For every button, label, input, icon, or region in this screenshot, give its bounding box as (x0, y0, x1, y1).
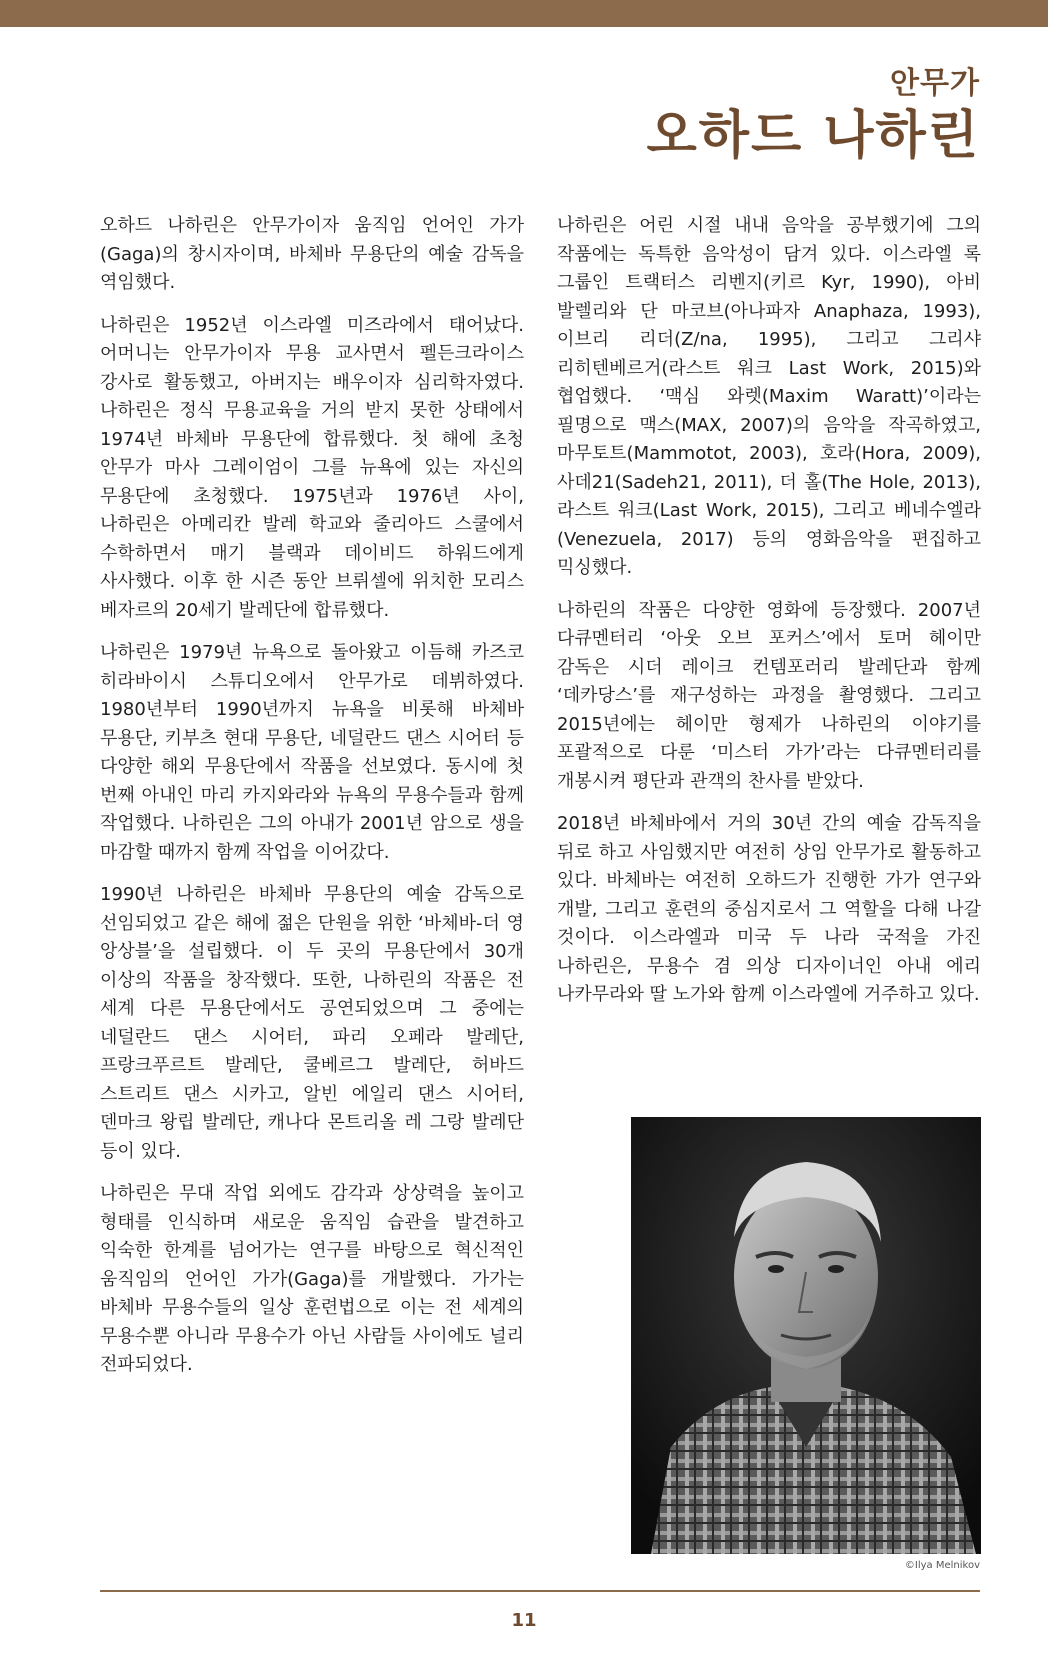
paragraph: 오하드 나하린은 안무가이자 움직임 언어인 가가(Gaga)의 창시자이며, 바체바 무용단의 예술 감독을 역임했다. (100, 215, 524, 293)
top-color-bar (0, 0, 1048, 27)
page-subtitle: 안무가 (890, 66, 980, 101)
footer-divider (100, 1590, 980, 1592)
left-text-column (100, 212, 524, 1394)
paragraph: 나하린은 1952년 이스라엘 미즈라에서 태어났다. 어머니는 안무가이자 무용 교사면서 펠든크라이스 강사로 활동했고, 아버지는 배우이자 심리학자였다. 나하린은 정식 무용교육을 거의 받지 못한 상태에서 1974년 바체바 무용단에 합류했다. 첫 해에 초청 안무가 마사 그레이엄이 그를 뉴욕에 있는 자신의 무용단에 초청했다. 1975년과 1976년 사이, 나하린은 아메리칸 발레 학교와 줄리아드 스쿨에서 수학하면서 매기 블랙과 데이비드 하워드에게 사사했다. 이후 한 시즌 동안 브뤼셀에 위치한 모리스 베자르의 20세기 발레단에 합류했다. (100, 314, 524, 621)
paragraph: 2018년 바체바에서 거의 30년 간의 예술 감독직을 뒤로 하고 사임했지만 여전히 상임 안무가로 활동하고 있다. 바체바는 여전히 오하드가 진행한 가가 연구와 개발, 그리고 훈련의 중심지로서 그 역할을 다해 나갈 것이다. 이스라엘과 미국 두 나라 국적을 가진 나하린은, 무용수 겸 의상 디자이너인 아내 에리 나카무라와 딸 노가와 함께 이스라엘에 거주하고 있다. (557, 813, 981, 1005)
photo-credit: ©Ilya Melnikov (904, 1560, 980, 1571)
page-title: 오하드 나하린 (646, 106, 980, 166)
paragraph: 나하린은 1979년 뉴욕으로 돌아왔고 이듬해 카즈코 히라바이시 스튜디오에서 안무가로 데뷔하였다. 1980년부터 1990년까지 뉴욕을 비롯해 바체바 무용단, 키부츠 현대 무용단, 네덜란드 댄스 시어터 등 다양한 해외 무용단에서 작품을 선보였다. 동시에 첫 번째 아내인 마리 카지와라와 뉴욕의 무용수들과 함께 작업했다. 나하린은 그의 아내가 2001년 암으로 생을 마감할 때까지 함께 작업을 이어갔다. (100, 642, 524, 863)
portrait-photo (631, 1117, 981, 1554)
paragraph: 1990년 나하린은 바체바 무용단의 예술 감독으로 선임되었고 같은 해에 젊은 단원을 위한 ‘바체바-더 영 앙상블’을 설립했다. 이 두 곳의 무용단에서 30개 이상의 작품을 창작했다. 또한, 나하린의 작품은 전 세계 다른 무용단에서도 공연되었으며 그 중에는 네덜란드 댄스 시어터, 파리 오페라 발레단, 프랑크푸르트 발레단, 쿨베르그 발레단, 허바드 스트리트 댄스 시카고, 알빈 에일리 댄스 시어터, 덴마크 왕립 발레단, 캐나다 몬트리올 레 그랑 발레단 등이 있다. (100, 884, 524, 1162)
page-number: 11 (511, 1610, 537, 1631)
portrait-illustration (631, 1117, 981, 1554)
page-header (647, 64, 981, 168)
right-text-column (557, 212, 981, 1024)
paragraph: 나하린은 무대 작업 외에도 감각과 상상력을 높이고 형태를 인식하며 새로운 움직임 습관을 발견하고 익숙한 한계를 넘어가는 연구를 바탕으로 혁신적인 움직임의 언어인 가가(Gaga)를 개발했다. 가가는 바체바 무용수들의 일상 훈련법으로 이는 전 세계의 무용수뿐 아니라 무용수가 아닌 사람들 사이에도 널리 전파되었다. (100, 1183, 524, 1375)
paragraph: 나하린은 어린 시절 내내 음악을 공부했기에 그의 작품에는 독특한 음악성이 담겨 있다. 이스라엘 록 그룹인 트랙터스 리벤지(키르 Kyr, 1990), 아비 발렐리와 단 마코브(아나파자 Anaphaza, 1993), 이브리 리더(Z/na, 1995), 그리고 그리샤 리히텐베르거(라스트 워크 Last Work, 2015)와 협업했다. ‘맥심 와렛(Maxim Waratt)’이라는 필명으로 맥스(MAX, 2007)의 음악을 작곡하였고, 마무토트(Mammotot, 2003), 호라(Hora, 2009), 사데21(Sadeh21, 2011), 더 홀(The Hole, 2013), 라스트 워크(Last Work, 2015), 그리고 베네수엘라(Venezuela, 2017) 등의 영화음악을 편집하고 믹싱했다. (557, 215, 981, 578)
paragraph: 나하린의 작품은 다양한 영화에 등장했다. 2007년 다큐멘터리 ‘아웃 오브 포커스’에서 토머 헤이만 감독은 시더 레이크 컨템포러리 발레단과 함께 ‘데카당스’를 재구성하는 과정을 촬영했다. 그리고 2015년에는 헤이만 형제가 나하린의 이야기를 포괄적으로 다룬 ‘미스터 가가’라는 다큐멘터리를 개봉시켜 평단과 관객의 찬사를 받았다. (557, 599, 981, 792)
